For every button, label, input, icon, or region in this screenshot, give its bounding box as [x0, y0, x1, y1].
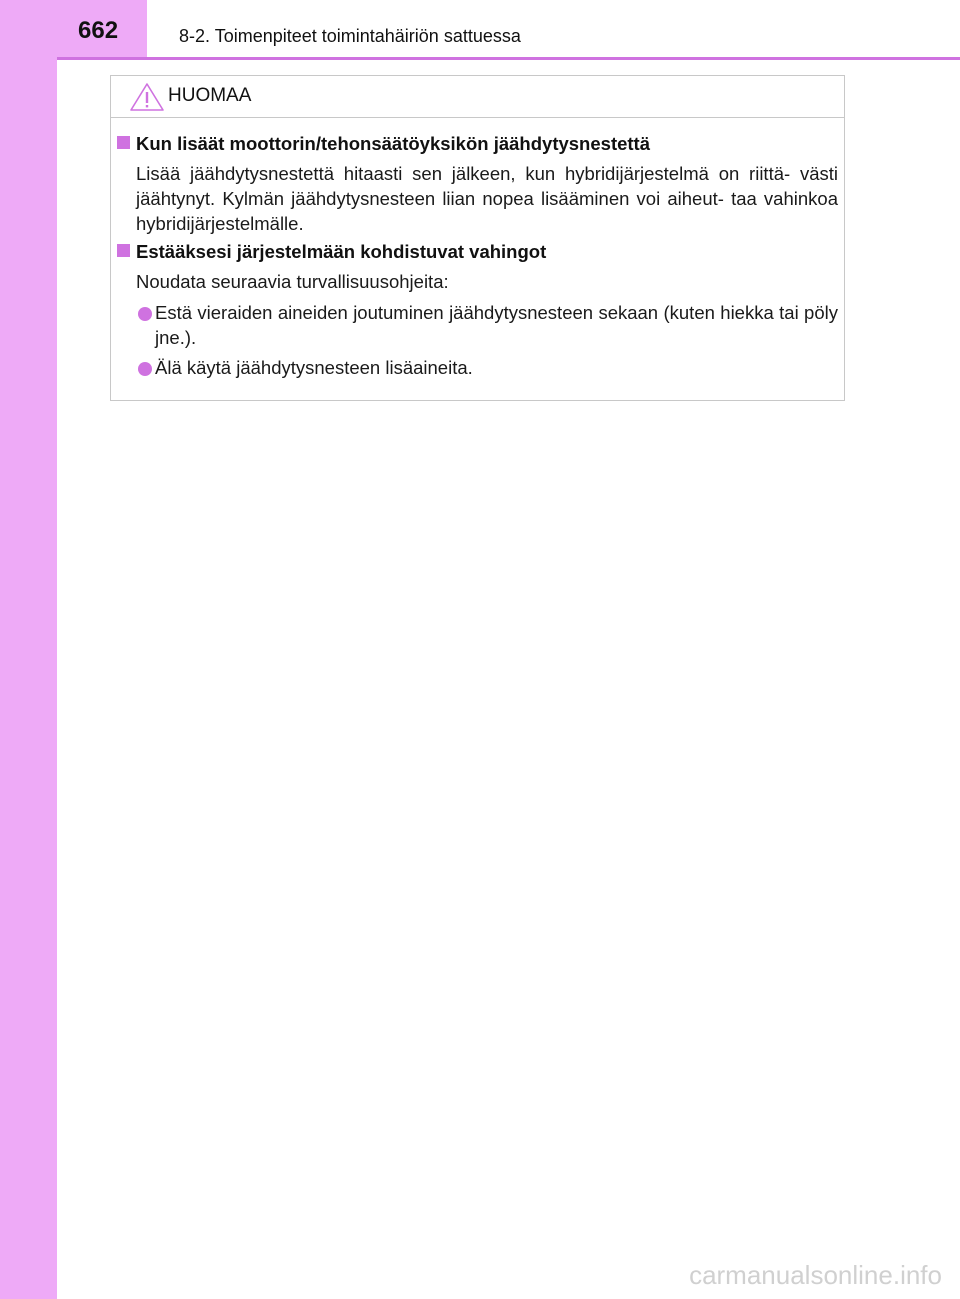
notice-header: [111, 76, 844, 118]
round-bullet-icon: [138, 362, 152, 376]
list-item: Älä käytä jäähdytysnesteen lisäaineita.: [155, 357, 473, 378]
side-color-strip: [0, 0, 57, 1299]
watermark: carmanualsonline.info: [689, 1260, 942, 1290]
section-heading-damage: Estääksesi järjestelmään kohdistuvat vahingot: [117, 241, 546, 263]
warning-triangle-icon: [129, 82, 165, 112]
notice-box: [110, 75, 845, 401]
section-text-coolant: Lisää jäähdytysnestettä hitaasti sen jälkeen, kun hybridijärjestelmä on riittä- västi jäähtynyt. Kylmän jäähdytysnesteen liian nopea lisääminen voi aiheut- taa vahinkoa hybridijärjestelmälle.: [136, 163, 838, 234]
list-item: Estä vieraiden aineiden joutuminen jäähdytysnesteen sekaan (kuten hiekka tai pöly jne.).: [155, 302, 838, 348]
round-bullet-icon: [138, 307, 152, 321]
page-number: 662: [78, 17, 119, 44]
square-bullet-icon: [117, 244, 130, 257]
notice-label: HUOMAA: [168, 85, 252, 106]
header-rule: [57, 57, 960, 60]
section-heading-coolant: Kun lisäät moottorin/tehonsäätöyksikön jäähdytysnestettä: [117, 133, 650, 155]
section-title: 8-2. Toimenpiteet toimintahäiriön sattuessa: [179, 26, 521, 46]
section-text-damage: Noudata seuraavia turvallisuusohjeita:: [136, 271, 449, 292]
square-bullet-icon: [117, 136, 130, 149]
